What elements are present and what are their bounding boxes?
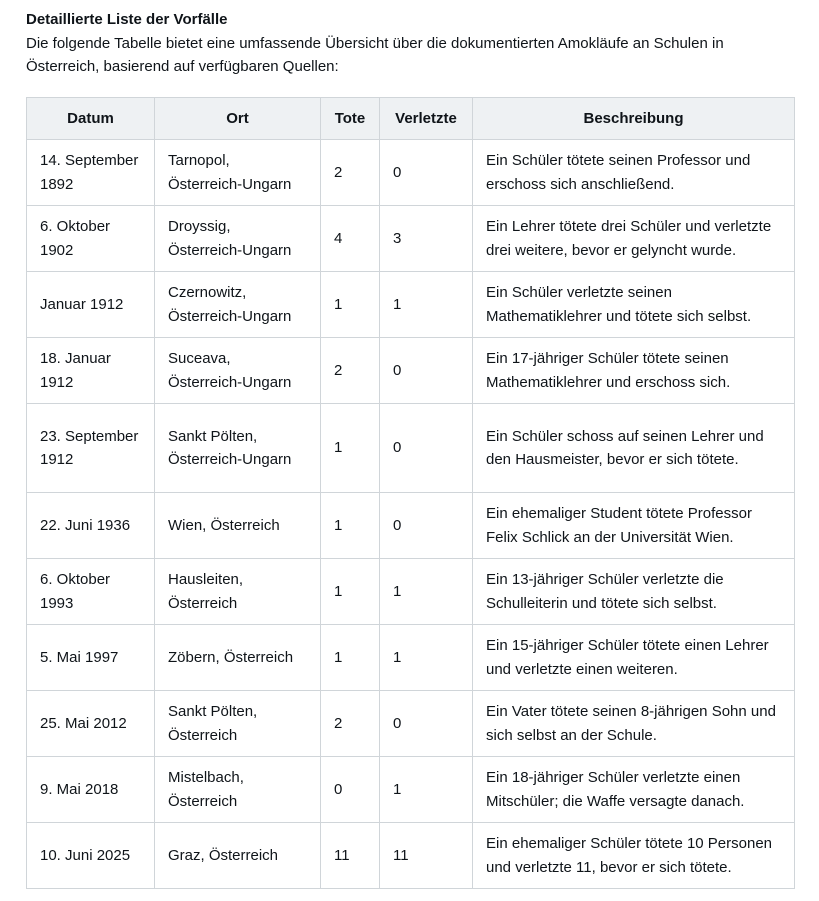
table-row — [27, 559, 795, 625]
incidents-table — [26, 97, 795, 889]
column-header-beschreibung: Beschreibung — [473, 98, 795, 140]
cell-ort: Graz, Österreich — [155, 823, 321, 889]
table-row — [27, 404, 795, 493]
cell-tote: 2 — [321, 691, 380, 757]
cell-ort: Droyssig, Österreich-Ungarn — [155, 206, 321, 272]
cell-ort: Zöbern, Österreich — [155, 625, 321, 691]
table-row — [27, 691, 795, 757]
cell-verletzte: 11 — [380, 823, 473, 889]
section-intro: Die folgende Tabelle bietet eine umfassende Übersicht über die dokumentierten Amokläufe an Schulen in Österreich, basierend auf verfügbaren Quellen: — [26, 35, 724, 75]
section-heading: Detaillierte Liste der Vorfälle — [26, 11, 228, 28]
table-row — [27, 625, 795, 691]
cell-datum: 22. Juni 1936 — [27, 493, 155, 559]
cell-verletzte: 0 — [380, 404, 473, 493]
cell-datum: 10. Juni 2025 — [27, 823, 155, 889]
table-row — [27, 272, 795, 338]
cell-beschreibung: Ein 18-jähriger Schüler verletzte einen Mitschüler; die Waffe versagte danach. — [473, 757, 795, 823]
table-row — [27, 493, 795, 559]
cell-datum: 14. September 1892 — [27, 140, 155, 206]
column-header-datum: Datum — [27, 98, 155, 140]
table-header — [27, 98, 795, 140]
cell-datum: 18. Januar 1912 — [27, 338, 155, 404]
cell-tote: 1 — [321, 625, 380, 691]
cell-tote: 1 — [321, 404, 380, 493]
cell-datum: 9. Mai 2018 — [27, 757, 155, 823]
cell-tote: 1 — [321, 272, 380, 338]
cell-ort: Suceava, Österreich-Ungarn — [155, 338, 321, 404]
cell-tote: 1 — [321, 559, 380, 625]
cell-beschreibung: Ein Vater tötete seinen 8-jährigen Sohn und sich selbst an der Schule. — [473, 691, 795, 757]
cell-beschreibung: Ein 13-jähriger Schüler verletzte die Schulleiterin und tötete sich selbst. — [473, 559, 795, 625]
cell-tote: 4 — [321, 206, 380, 272]
column-header-tote: Tote — [321, 98, 380, 140]
cell-beschreibung: Ein Schüler schoss auf seinen Lehrer und den Hausmeister, bevor er sich tötete. — [473, 404, 795, 493]
table-row — [27, 338, 795, 404]
cell-tote: 1 — [321, 493, 380, 559]
cell-beschreibung: Ein 17-jähriger Schüler tötete seinen Mathematiklehrer und erschoss sich. — [473, 338, 795, 404]
table-row — [27, 206, 795, 272]
cell-tote: 11 — [321, 823, 380, 889]
cell-datum: 6. Oktober 1902 — [27, 206, 155, 272]
cell-datum: 6. Oktober 1993 — [27, 559, 155, 625]
cell-ort: Czernowitz, Österreich-Ungarn — [155, 272, 321, 338]
cell-beschreibung: Ein ehemaliger Student tötete Professor Felix Schlick an der Universität Wien. — [473, 493, 795, 559]
cell-verletzte: 0 — [380, 691, 473, 757]
cell-verletzte: 1 — [380, 757, 473, 823]
cell-ort: Wien, Österreich — [155, 493, 321, 559]
column-header-verletzte: Verletzte — [380, 98, 473, 140]
cell-beschreibung: Ein 15-jähriger Schüler tötete einen Lehrer und verletzte einen weiteren. — [473, 625, 795, 691]
cell-ort: Sankt Pölten, Österreich — [155, 691, 321, 757]
cell-ort: Sankt Pölten, Österreich-Ungarn — [155, 404, 321, 493]
cell-tote: 2 — [321, 338, 380, 404]
cell-datum: 23. September 1912 — [27, 404, 155, 493]
cell-verletzte: 1 — [380, 559, 473, 625]
cell-verletzte: 1 — [380, 272, 473, 338]
cell-ort: Tarnopol, Österreich-Ungarn — [155, 140, 321, 206]
table-row — [27, 140, 795, 206]
cell-beschreibung: Ein ehemaliger Schüler tötete 10 Personen und verletzte 11, bevor er sich tötete. — [473, 823, 795, 889]
cell-tote: 0 — [321, 757, 380, 823]
cell-datum: 5. Mai 1997 — [27, 625, 155, 691]
cell-beschreibung: Ein Schüler tötete seinen Professor und erschoss sich anschließend. — [473, 140, 795, 206]
cell-verletzte: 1 — [380, 625, 473, 691]
table-row — [27, 823, 795, 889]
cell-beschreibung: Ein Schüler verletzte seinen Mathematiklehrer und tötete sich selbst. — [473, 272, 795, 338]
column-header-ort: Ort — [155, 98, 321, 140]
table-row — [27, 757, 795, 823]
cell-verletzte: 0 — [380, 493, 473, 559]
cell-tote: 2 — [321, 140, 380, 206]
cell-ort: Hausleiten, Österreich — [155, 559, 321, 625]
cell-verletzte: 0 — [380, 338, 473, 404]
cell-ort: Mistelbach, Österreich — [155, 757, 321, 823]
cell-datum: 25. Mai 2012 — [27, 691, 155, 757]
table-body — [27, 140, 795, 889]
cell-datum: Januar 1912 — [27, 272, 155, 338]
cell-beschreibung: Ein Lehrer tötete drei Schüler und verletzte drei weitere, bevor er gelyncht wurde. — [473, 206, 795, 272]
cell-verletzte: 0 — [380, 140, 473, 206]
table-header-row — [27, 98, 795, 140]
cell-verletzte: 3 — [380, 206, 473, 272]
